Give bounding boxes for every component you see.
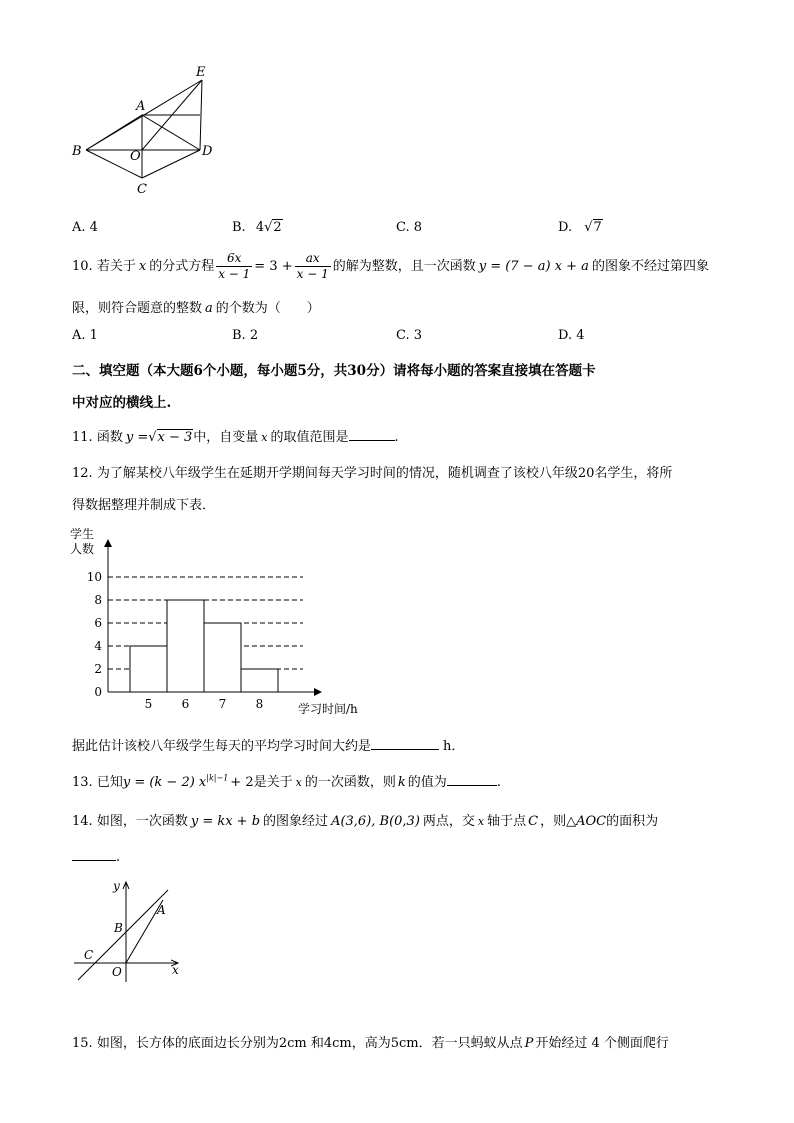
q14-end: .	[116, 850, 121, 865]
q14-text-e: ，则△	[540, 814, 577, 829]
q9-option-d: D. √7	[558, 220, 602, 235]
q9-option-b-coef: 4	[255, 220, 265, 235]
q14-line	[72, 810, 658, 829]
q14-label-x: x	[172, 963, 179, 977]
bar-8	[241, 669, 278, 692]
q12-after	[72, 735, 464, 754]
x-tick-label: 8	[255, 697, 264, 711]
q9-option-d-letter: D.	[558, 220, 573, 235]
bar-5	[130, 646, 167, 692]
q11-text-b: 中，自变量	[193, 430, 259, 445]
q13-end: .	[496, 775, 501, 790]
x-tick-label: 5	[144, 697, 153, 711]
q9-geometry-figure	[60, 60, 230, 200]
q14-points: A(3,6), B(0,3)	[331, 814, 420, 829]
q9-option-a: A. 4	[72, 220, 98, 235]
q13-func-end: + 2	[230, 775, 254, 790]
label-e: E	[196, 65, 206, 80]
q14-answer-blank[interactable]	[72, 848, 116, 861]
q12-after-unit: h．	[443, 739, 465, 754]
q9-option-b-rad: 2	[273, 220, 282, 235]
q10-frac2-num: ax	[295, 251, 331, 267]
q14-label-b: B	[114, 921, 123, 935]
q10-text-d: 的图象不经过第四象	[591, 259, 709, 274]
q13-exponent: |k|−1	[206, 773, 229, 783]
q9-option-b-letter: B.	[232, 220, 246, 235]
q13-line	[72, 771, 501, 790]
bar-7	[204, 623, 241, 692]
q11-radicand: x − 3	[157, 430, 193, 445]
q14-number: 14.	[72, 814, 93, 829]
q10-frac1-den: x − 1	[218, 267, 251, 281]
q10-text-c: 的解为整数，且一次函数	[332, 259, 476, 274]
q10-line2-text: 限，则符合题意的整数	[72, 301, 203, 316]
q14-text-f: 的面积为	[606, 814, 659, 829]
q12-line2: 得数据整理并制成下表．	[72, 498, 216, 513]
q10-number: 10.	[72, 259, 93, 274]
q13-var-x: x	[295, 776, 302, 789]
q15-var-p: P	[524, 1036, 534, 1051]
q10-text-a: 若关于	[96, 259, 136, 274]
q12-after-text: 据此估计该校八年级学生每天的平均学习时间大约是	[72, 739, 372, 754]
q9-option-d-rad: 7	[593, 220, 602, 235]
q14-label-a: A	[157, 903, 166, 917]
q10-var-a: a	[205, 301, 213, 316]
q9-option-c: C. 8	[396, 220, 423, 235]
q14-text-b: 的图象经过	[263, 814, 329, 829]
q12-line1-text: 为了解某校八年级学生在延期开学期间每天学习时间的情况，随机调查了该校八年级20名学生，将所	[96, 466, 673, 481]
q11-answer-blank[interactable]	[349, 428, 395, 441]
q12-answer-blank[interactable]	[371, 737, 439, 750]
y-tick-label: 6	[94, 616, 102, 630]
q12-line1	[72, 462, 672, 481]
q10-frac1-num: 6x	[216, 251, 252, 267]
label-o: O	[130, 149, 141, 164]
q15-text-b: 开始经过 4 个侧面爬行	[535, 1036, 669, 1051]
q14-text-a: 如图，一次函数	[96, 814, 188, 829]
y-tick-label: 2	[94, 662, 102, 676]
q13-text-c: 的一次函数，则	[304, 775, 396, 790]
q10-frac2	[295, 251, 331, 282]
q15-line	[72, 1032, 669, 1051]
y-tick-label: 8	[94, 593, 102, 607]
q12-number: 12.	[72, 466, 93, 481]
q14-label-o: O	[112, 965, 122, 979]
q14-var-x: x	[477, 815, 485, 828]
q14-var-c: C	[528, 814, 539, 829]
section2-heading-line1: 二、填空题（本大题6个小题，每小题5分，共30分）请将每小题的答案直接填在答题卡	[72, 363, 596, 379]
label-b: B	[72, 144, 82, 159]
q14-text-d: 轴于点	[487, 814, 527, 829]
q13-answer-blank[interactable]	[447, 773, 497, 786]
q10-text-b: 的分式方程	[149, 259, 215, 274]
y-axis-label: 学生	[70, 527, 95, 541]
q11-var-x: x	[261, 431, 268, 444]
q10-option-c: C. 3	[396, 328, 423, 343]
q14-text-c: 两点，交	[422, 814, 475, 829]
q14-label-y: y	[113, 879, 120, 893]
q10-frac2-den: x − 1	[296, 267, 329, 281]
q10-option-b: B. 2	[232, 328, 259, 343]
q14-blank-line	[72, 848, 120, 865]
y-tick-label: 0	[94, 685, 102, 699]
label-c: C	[137, 182, 147, 197]
q14-tri: AOC	[576, 814, 607, 829]
y-tick-label: 4	[94, 639, 102, 653]
q11-text-a: 函数	[96, 430, 123, 445]
y-axis-label: 人数	[70, 542, 95, 556]
q10-func: y = (7 − a) x + a	[478, 259, 589, 274]
q10-line2-end: 的个数为（ ）	[215, 301, 320, 316]
q15-text-a: 如图，长方体的底面边长分别为2cm 和4cm，高为5cm．若一只蚂蚁从点	[96, 1036, 523, 1051]
label-a: A	[136, 99, 146, 114]
y-tick-label: 10	[86, 570, 102, 584]
q10-frac1	[216, 251, 252, 282]
q13-text-b: 是关于	[253, 775, 293, 790]
q13-text-d: 的值为	[407, 775, 447, 790]
q13-text-a: 已知	[96, 775, 123, 790]
q9-option-b: B. 4√2	[232, 220, 282, 235]
q11-line: 11. 函数 y =√x − 3中，自变量 x 的取值范围是 .	[72, 430, 399, 445]
q13-number: 13.	[72, 775, 93, 790]
q11-number: 11.	[72, 430, 93, 445]
x-axis-label: 学习时间/h	[298, 702, 358, 716]
q10-eq-mid: = 3 +	[254, 259, 293, 274]
q10-option-a: A. 1	[72, 328, 98, 343]
q13-var-k: k	[397, 775, 406, 790]
q10-option-d: D. 4	[558, 328, 585, 343]
q10-var-x: x	[138, 259, 147, 274]
bar-6	[167, 600, 204, 692]
x-tick-label: 7	[218, 697, 227, 711]
q13-func: y = (k − 2) x	[122, 775, 207, 790]
q10-line2	[72, 297, 320, 316]
q11-text-c: 的取值范围是	[270, 430, 349, 445]
q10-line1	[72, 250, 709, 284]
label-d: D	[202, 144, 213, 159]
q15-number: 15.	[72, 1036, 93, 1051]
q12-histogram	[66, 522, 366, 722]
q14-label-c: C	[84, 948, 94, 962]
q11-func-lhs: y =	[125, 430, 149, 445]
x-tick-label: 6	[181, 697, 190, 711]
q11-end: .	[394, 430, 399, 445]
q14-coordinate-figure	[66, 870, 196, 985]
section2-heading-line2: 中对应的横线上.	[72, 395, 172, 411]
q14-func: y = kx + b	[190, 814, 261, 829]
